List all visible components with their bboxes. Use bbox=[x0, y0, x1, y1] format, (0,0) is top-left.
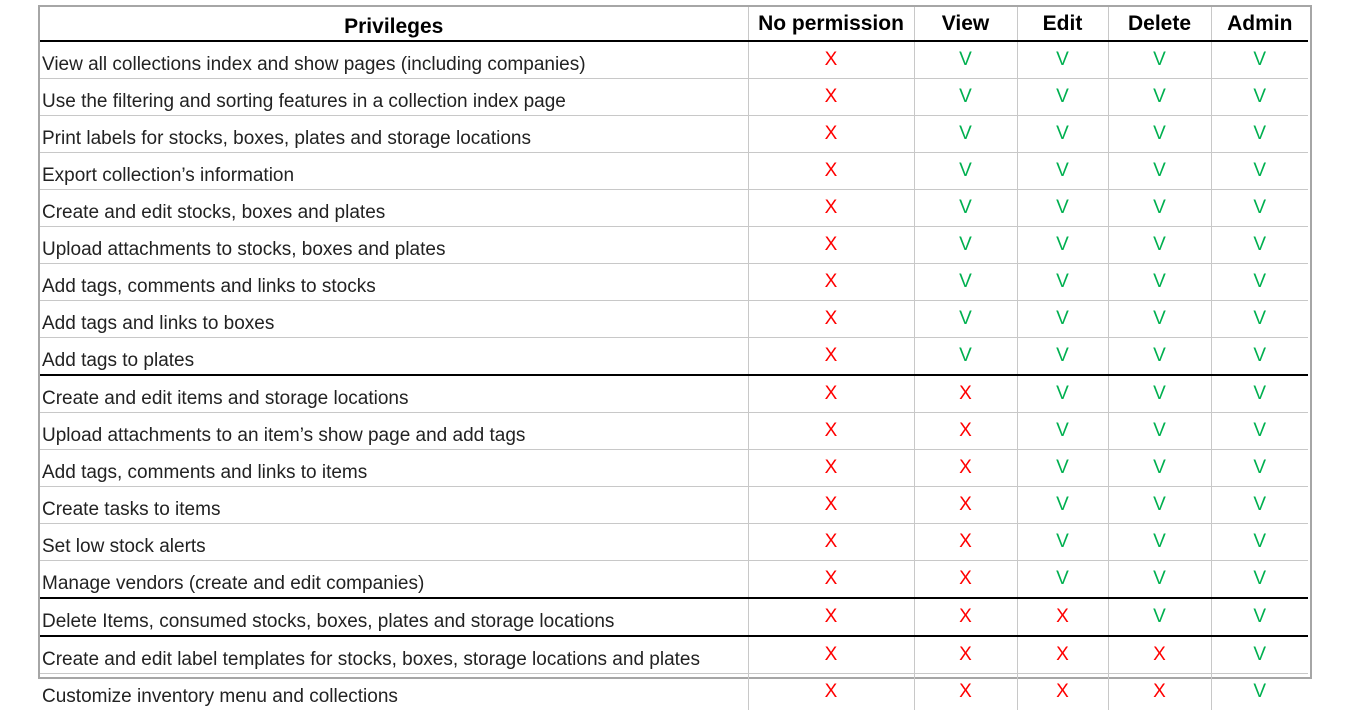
mark-view bbox=[914, 674, 1017, 710]
mark-edit bbox=[1017, 153, 1108, 190]
mark-delete bbox=[1108, 190, 1211, 227]
mark-view bbox=[914, 561, 1017, 599]
cross-mark: X bbox=[825, 197, 838, 218]
privileges-table bbox=[40, 7, 1308, 710]
cross-mark: X bbox=[825, 644, 838, 665]
mark-no-permission bbox=[748, 674, 914, 710]
mark-delete bbox=[1108, 264, 1211, 301]
cross-mark: X bbox=[825, 420, 838, 441]
mark-edit bbox=[1017, 116, 1108, 153]
mark-view bbox=[914, 450, 1017, 487]
check-mark: V bbox=[1056, 234, 1069, 255]
privilege-label: Create and edit stocks, boxes and plates bbox=[40, 190, 748, 227]
check-mark: V bbox=[1253, 160, 1266, 181]
mark-no-permission bbox=[748, 375, 914, 413]
check-mark: V bbox=[1056, 308, 1069, 329]
mark-view bbox=[914, 598, 1017, 636]
cross-mark: X bbox=[825, 568, 838, 589]
privilege-label: Create and edit label templates for stocks, boxes, storage locations and plates bbox=[40, 636, 748, 674]
check-mark: V bbox=[1153, 420, 1166, 441]
mark-admin bbox=[1211, 636, 1308, 674]
check-mark: V bbox=[1253, 123, 1266, 144]
mark-edit bbox=[1017, 227, 1108, 264]
cross-mark: X bbox=[959, 420, 972, 441]
mark-view bbox=[914, 338, 1017, 376]
table-row bbox=[40, 598, 1308, 636]
mark-no-permission bbox=[748, 153, 914, 190]
mark-view bbox=[914, 264, 1017, 301]
check-mark: V bbox=[1253, 345, 1266, 366]
mark-no-permission bbox=[748, 116, 914, 153]
cross-mark: X bbox=[1153, 681, 1166, 702]
check-mark: V bbox=[1153, 234, 1166, 255]
check-mark: V bbox=[1153, 123, 1166, 144]
table-row bbox=[40, 413, 1308, 450]
cross-mark: X bbox=[825, 494, 838, 515]
check-mark: V bbox=[1253, 383, 1266, 404]
header-delete: Delete bbox=[1108, 7, 1211, 41]
check-mark: V bbox=[1153, 494, 1166, 515]
privilege-label: Use the filtering and sorting features in a collection index page bbox=[40, 79, 748, 116]
mark-edit bbox=[1017, 79, 1108, 116]
check-mark: V bbox=[959, 308, 972, 329]
check-mark: V bbox=[1253, 681, 1266, 702]
mark-admin bbox=[1211, 264, 1308, 301]
mark-view bbox=[914, 190, 1017, 227]
check-mark: V bbox=[1253, 86, 1266, 107]
mark-admin bbox=[1211, 227, 1308, 264]
privilege-label: Create tasks to items bbox=[40, 487, 748, 524]
privilege-label: Customize inventory menu and collections bbox=[40, 674, 748, 710]
check-mark: V bbox=[1056, 271, 1069, 292]
mark-edit bbox=[1017, 674, 1108, 710]
privilege-label: Add tags, comments and links to stocks bbox=[40, 264, 748, 301]
table-row bbox=[40, 301, 1308, 338]
table-row bbox=[40, 674, 1308, 710]
check-mark: V bbox=[1056, 160, 1069, 181]
check-mark: V bbox=[959, 160, 972, 181]
cross-mark: X bbox=[1056, 606, 1069, 627]
privilege-label: Manage vendors (create and edit companies) bbox=[40, 561, 748, 599]
check-mark: V bbox=[1153, 568, 1166, 589]
check-mark: V bbox=[1253, 197, 1266, 218]
table-row bbox=[40, 338, 1308, 376]
mark-no-permission bbox=[748, 338, 914, 376]
check-mark: V bbox=[1056, 383, 1069, 404]
mark-admin bbox=[1211, 450, 1308, 487]
header-edit: Edit bbox=[1017, 7, 1108, 41]
mark-admin bbox=[1211, 561, 1308, 599]
privilege-label: Upload attachments to stocks, boxes and plates bbox=[40, 227, 748, 264]
mark-admin bbox=[1211, 338, 1308, 376]
mark-edit bbox=[1017, 190, 1108, 227]
cross-mark: X bbox=[959, 531, 972, 552]
cross-mark: X bbox=[825, 308, 838, 329]
mark-edit bbox=[1017, 301, 1108, 338]
cross-mark: X bbox=[959, 568, 972, 589]
mark-admin bbox=[1211, 524, 1308, 561]
cross-mark: X bbox=[959, 606, 972, 627]
cross-mark: X bbox=[959, 681, 972, 702]
privilege-label: Upload attachments to an item’s show page and add tags bbox=[40, 413, 748, 450]
check-mark: V bbox=[1153, 86, 1166, 107]
check-mark: V bbox=[1056, 86, 1069, 107]
check-mark: V bbox=[1056, 568, 1069, 589]
header-privileges: Privileges bbox=[40, 7, 748, 41]
mark-view bbox=[914, 79, 1017, 116]
header-row bbox=[40, 7, 1308, 41]
check-mark: V bbox=[1153, 49, 1166, 70]
mark-edit bbox=[1017, 487, 1108, 524]
cross-mark: X bbox=[825, 457, 838, 478]
privilege-label: Add tags, comments and links to items bbox=[40, 450, 748, 487]
cross-mark: X bbox=[825, 383, 838, 404]
mark-view bbox=[914, 375, 1017, 413]
mark-view bbox=[914, 227, 1017, 264]
mark-edit bbox=[1017, 598, 1108, 636]
cross-mark: X bbox=[825, 86, 838, 107]
cross-mark: X bbox=[959, 457, 972, 478]
mark-no-permission bbox=[748, 524, 914, 561]
check-mark: V bbox=[1253, 420, 1266, 441]
header-no-permission: No permission bbox=[748, 7, 914, 41]
check-mark: V bbox=[1056, 531, 1069, 552]
table-row bbox=[40, 264, 1308, 301]
check-mark: V bbox=[959, 345, 972, 366]
privilege-label: Set low stock alerts bbox=[40, 524, 748, 561]
mark-delete bbox=[1108, 41, 1211, 79]
mark-delete bbox=[1108, 227, 1211, 264]
table-row bbox=[40, 636, 1308, 674]
mark-admin bbox=[1211, 79, 1308, 116]
cross-mark: X bbox=[825, 160, 838, 181]
cross-mark: X bbox=[825, 271, 838, 292]
privilege-label: View all collections index and show pages (including companies) bbox=[40, 41, 748, 79]
mark-no-permission bbox=[748, 487, 914, 524]
check-mark: V bbox=[1253, 568, 1266, 589]
cross-mark: X bbox=[825, 49, 838, 70]
mark-no-permission bbox=[748, 190, 914, 227]
privilege-label: Add tags to plates bbox=[40, 338, 748, 376]
check-mark: V bbox=[1056, 494, 1069, 515]
table-row bbox=[40, 227, 1308, 264]
cross-mark: X bbox=[825, 606, 838, 627]
check-mark: V bbox=[1153, 160, 1166, 181]
table-row bbox=[40, 487, 1308, 524]
check-mark: V bbox=[1153, 457, 1166, 478]
mark-delete bbox=[1108, 413, 1211, 450]
mark-delete bbox=[1108, 338, 1211, 376]
header-view: View bbox=[914, 7, 1017, 41]
privilege-label: Delete Items, consumed stocks, boxes, plates and storage locations bbox=[40, 598, 748, 636]
cross-mark: X bbox=[959, 494, 972, 515]
mark-edit bbox=[1017, 338, 1108, 376]
table-row bbox=[40, 561, 1308, 599]
mark-delete bbox=[1108, 301, 1211, 338]
check-mark: V bbox=[1253, 308, 1266, 329]
check-mark: V bbox=[1253, 457, 1266, 478]
check-mark: V bbox=[1056, 457, 1069, 478]
mark-edit bbox=[1017, 636, 1108, 674]
table-row bbox=[40, 116, 1308, 153]
privilege-label: Create and edit items and storage locations bbox=[40, 375, 748, 413]
check-mark: V bbox=[1056, 345, 1069, 366]
mark-admin bbox=[1211, 413, 1308, 450]
check-mark: V bbox=[1253, 271, 1266, 292]
mark-view bbox=[914, 153, 1017, 190]
mark-delete bbox=[1108, 561, 1211, 599]
mark-edit bbox=[1017, 375, 1108, 413]
mark-delete bbox=[1108, 79, 1211, 116]
table-row bbox=[40, 375, 1308, 413]
check-mark: V bbox=[1153, 383, 1166, 404]
header-admin: Admin bbox=[1211, 7, 1308, 41]
check-mark: V bbox=[1056, 197, 1069, 218]
check-mark: V bbox=[959, 86, 972, 107]
mark-delete bbox=[1108, 487, 1211, 524]
check-mark: V bbox=[1153, 308, 1166, 329]
mark-delete bbox=[1108, 524, 1211, 561]
mark-delete bbox=[1108, 450, 1211, 487]
cross-mark: X bbox=[959, 383, 972, 404]
mark-edit bbox=[1017, 41, 1108, 79]
check-mark: V bbox=[1253, 606, 1266, 627]
cross-mark: X bbox=[1056, 644, 1069, 665]
table-row bbox=[40, 79, 1308, 116]
mark-admin bbox=[1211, 190, 1308, 227]
mark-view bbox=[914, 413, 1017, 450]
mark-edit bbox=[1017, 413, 1108, 450]
mark-no-permission bbox=[748, 636, 914, 674]
check-mark: V bbox=[959, 49, 972, 70]
privilege-label: Add tags and links to boxes bbox=[40, 301, 748, 338]
cross-mark: X bbox=[1153, 644, 1166, 665]
mark-no-permission bbox=[748, 227, 914, 264]
check-mark: V bbox=[959, 123, 972, 144]
mark-admin bbox=[1211, 598, 1308, 636]
mark-view bbox=[914, 301, 1017, 338]
mark-edit bbox=[1017, 561, 1108, 599]
check-mark: V bbox=[959, 271, 972, 292]
mark-view bbox=[914, 636, 1017, 674]
mark-delete bbox=[1108, 598, 1211, 636]
mark-admin bbox=[1211, 116, 1308, 153]
cross-mark: X bbox=[825, 681, 838, 702]
check-mark: V bbox=[1253, 644, 1266, 665]
table-row bbox=[40, 190, 1308, 227]
mark-delete bbox=[1108, 674, 1211, 710]
cross-mark: X bbox=[825, 345, 838, 366]
privilege-label: Print labels for stocks, boxes, plates and storage locations bbox=[40, 116, 748, 153]
check-mark: V bbox=[959, 197, 972, 218]
mark-view bbox=[914, 524, 1017, 561]
mark-admin bbox=[1211, 487, 1308, 524]
check-mark: V bbox=[1056, 420, 1069, 441]
check-mark: V bbox=[1253, 49, 1266, 70]
mark-no-permission bbox=[748, 41, 914, 79]
mark-edit bbox=[1017, 524, 1108, 561]
mark-view bbox=[914, 487, 1017, 524]
check-mark: V bbox=[959, 234, 972, 255]
mark-delete bbox=[1108, 153, 1211, 190]
mark-edit bbox=[1017, 264, 1108, 301]
cross-mark: X bbox=[959, 644, 972, 665]
check-mark: V bbox=[1253, 494, 1266, 515]
check-mark: V bbox=[1153, 606, 1166, 627]
mark-no-permission bbox=[748, 264, 914, 301]
mark-delete bbox=[1108, 116, 1211, 153]
mark-admin bbox=[1211, 153, 1308, 190]
check-mark: V bbox=[1153, 531, 1166, 552]
mark-no-permission bbox=[748, 301, 914, 338]
check-mark: V bbox=[1253, 531, 1266, 552]
table-row bbox=[40, 524, 1308, 561]
mark-admin bbox=[1211, 375, 1308, 413]
mark-admin bbox=[1211, 41, 1308, 79]
check-mark: V bbox=[1253, 234, 1266, 255]
mark-no-permission bbox=[748, 561, 914, 599]
cross-mark: X bbox=[825, 531, 838, 552]
mark-view bbox=[914, 41, 1017, 79]
mark-no-permission bbox=[748, 413, 914, 450]
check-mark: V bbox=[1056, 123, 1069, 144]
table-row bbox=[40, 153, 1308, 190]
mark-delete bbox=[1108, 375, 1211, 413]
mark-admin bbox=[1211, 674, 1308, 710]
mark-no-permission bbox=[748, 79, 914, 116]
check-mark: V bbox=[1153, 345, 1166, 366]
mark-no-permission bbox=[748, 598, 914, 636]
mark-edit bbox=[1017, 450, 1108, 487]
check-mark: V bbox=[1153, 271, 1166, 292]
mark-admin bbox=[1211, 301, 1308, 338]
mark-no-permission bbox=[748, 450, 914, 487]
mark-delete bbox=[1108, 636, 1211, 674]
check-mark: V bbox=[1056, 49, 1069, 70]
mark-view bbox=[914, 116, 1017, 153]
privilege-label: Export collection’s information bbox=[40, 153, 748, 190]
table-row bbox=[40, 450, 1308, 487]
cross-mark: X bbox=[1056, 681, 1069, 702]
check-mark: V bbox=[1153, 197, 1166, 218]
table-row bbox=[40, 41, 1308, 79]
cross-mark: X bbox=[825, 123, 838, 144]
cross-mark: X bbox=[825, 234, 838, 255]
